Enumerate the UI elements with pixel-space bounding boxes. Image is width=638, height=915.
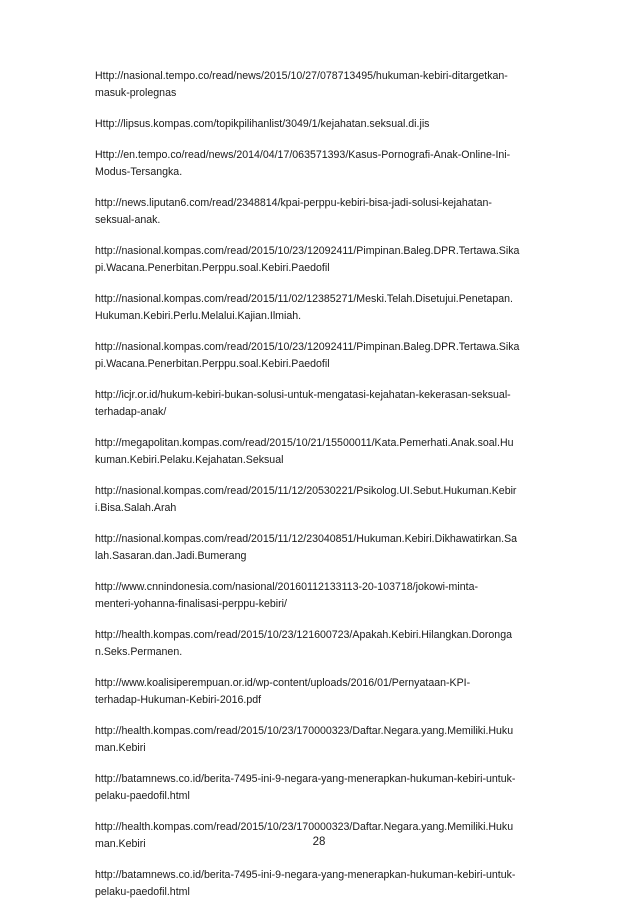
reference-entry <box>95 435 545 470</box>
reference-entry <box>95 243 545 278</box>
reference-url-line: http://nasional.kompas.com/read/2015/10/23/12092411/Pimpinan.Baleg.DPR.Tertawa.Sika <box>95 244 520 257</box>
reference-entry <box>95 116 545 133</box>
reference-entry <box>95 579 545 614</box>
reference-url-line: http://megapolitan.kompas.com/read/2015/10/21/15500011/Kata.Pemerhati.Anak.soal.Hu <box>95 436 514 449</box>
reference-url-line: http://nasional.kompas.com/read/2015/11/12/23040851/Hukuman.Kebiri.Dikhawatirkan.Sa <box>95 532 518 545</box>
reference-url-line: http://health.kompas.com/read/2015/10/23/170000323/Daftar.Negara.yang.Memiliki.Huku <box>95 820 514 833</box>
reference-entry <box>95 723 545 758</box>
reference-url-continuation: pi.Wacana.Penerbitan.Perppu.soal.Kebiri.Paedofil <box>95 358 330 370</box>
reference-url-line: http://nasional.kompas.com/read/2015/11/02/12385271/Meski.Telah.Disetujui.Penetapan. <box>95 292 513 305</box>
reference-entry <box>95 675 545 710</box>
reference-entry <box>95 68 545 103</box>
reference-entry <box>95 867 545 902</box>
reference-url-line: http://health.kompas.com/read/2015/10/23/170000323/Daftar.Negara.yang.Memiliki.Huku <box>95 724 514 737</box>
reference-url-continuation: masuk-prolegnas <box>95 87 177 100</box>
reference-url-continuation: pelaku-paedofil.html <box>95 886 190 898</box>
reference-entry <box>95 627 545 662</box>
reference-entry <box>95 147 545 182</box>
reference-url-line: http://icjr.or.id/hukum-kebiri-bukan-solusi-untuk-mengatasi-kejahatan-kekerasan-seksual- <box>95 388 511 401</box>
reference-url-continuation: i.Bisa.Salah.Arah <box>95 502 177 514</box>
reference-entry <box>95 771 545 806</box>
reference-entry <box>95 483 545 518</box>
reference-url-continuation: pelaku-paedofil.html <box>95 790 190 802</box>
reference-entry <box>95 195 545 230</box>
reference-url-line: http://health.kompas.com/read/2015/10/23/121600723/Apakah.Kebiri.Hilangkan.Doronga <box>95 628 512 641</box>
reference-list <box>95 68 545 915</box>
reference-url-line: http://news.liputan6.com/read/2348814/kpai-perppu-kebiri-bisa-jadi-solusi-kejahatan- <box>95 196 492 209</box>
reference-url-continuation: terhadap-Hukuman-Kebiri-2016.pdf <box>95 694 262 706</box>
reference-url-continuation: kuman.Kebiri.Pelaku.Kejahatan.Seksual <box>95 454 284 466</box>
page-number: 28 <box>312 836 326 848</box>
reference-url-continuation: terhadap-anak/ <box>95 406 167 418</box>
reference-url-line: http://batamnews.co.id/berita-7495-ini-9-negara-yang-menerapkan-hukuman-kebiri-untuk- <box>95 772 516 785</box>
reference-url-line: Http://nasional.tempo.co/read/news/2015/10/27/078713495/hukuman-kebiri-ditargetkan- <box>95 70 508 82</box>
reference-url-continuation: menteri-yohanna-finalisasi-perppu-kebiri/ <box>95 598 287 610</box>
reference-url-continuation: Hukuman.Kebiri.Perlu.Melalui.Kajian.Ilmiah. <box>95 310 302 322</box>
reference-url-continuation: Modus-Tersangka. <box>95 166 183 178</box>
reference-url-line: http://www.cnnindonesia.com/nasional/20160112133113-20-103718/jokowi-minta- <box>95 580 478 593</box>
reference-url-continuation: n.Seks.Permanen. <box>95 646 183 658</box>
reference-url-continuation: pi.Wacana.Penerbitan.Perppu.soal.Kebiri.Paedofil <box>95 262 330 274</box>
reference-url-line: http://www.koalisiperempuan.or.id/wp-content/uploads/2016/01/Pernyataan-KPI- <box>95 676 471 689</box>
reference-url-line: Http://en.tempo.co/read/news/2014/04/17/063571393/Kasus-Pornografi-Anak-Online-Ini- <box>95 148 511 161</box>
reference-entry <box>95 291 545 326</box>
reference-url-line: http://nasional.kompas.com/read/2015/10/23/12092411/Pimpinan.Baleg.DPR.Tertawa.Sika <box>95 340 520 353</box>
reference-url-continuation: seksual-anak. <box>95 214 161 226</box>
reference-url-line: http://nasional.kompas.com/read/2015/11/12/20530221/Psikolog.UI.Sebut.Hukuman.Kebir <box>95 484 517 497</box>
reference-entry <box>95 387 545 422</box>
reference-url-continuation: lah.Sasaran.dan.Jadi.Bumerang <box>95 550 247 562</box>
reference-url-line: Http://lipsus.kompas.com/topikpilihanlist/3049/1/kejahatan.seksual.di.jis <box>95 118 430 130</box>
reference-entry <box>95 531 545 566</box>
reference-url-continuation: man.Kebiri <box>95 742 146 754</box>
reference-entry <box>95 339 545 374</box>
reference-url-line: http://batamnews.co.id/berita-7495-ini-9-negara-yang-menerapkan-hukuman-kebiri-untuk- <box>95 868 516 881</box>
reference-url-continuation: man.Kebiri <box>95 838 146 850</box>
